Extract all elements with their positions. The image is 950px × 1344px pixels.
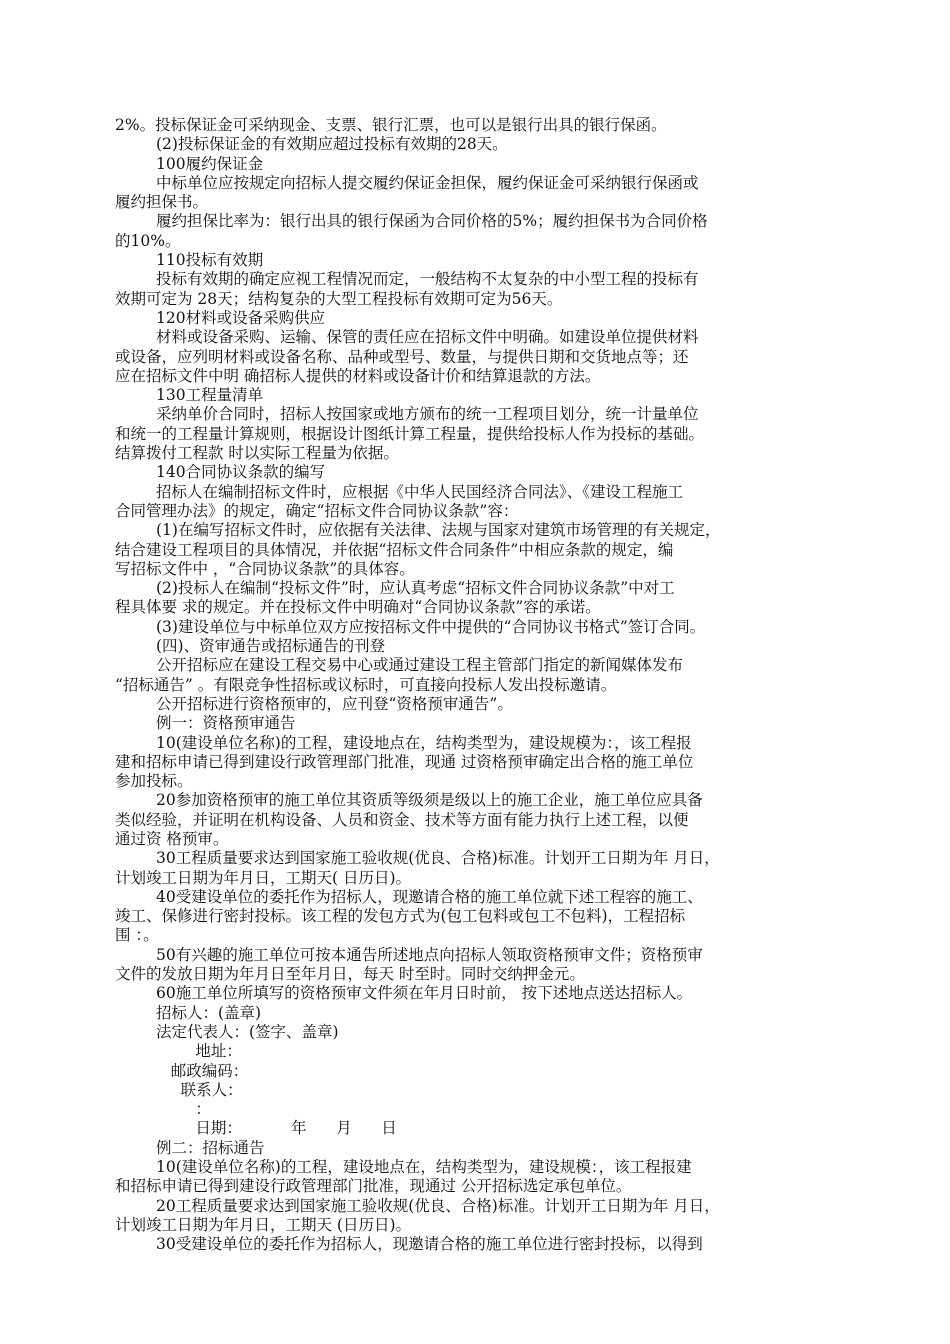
text-line: 采纳单价合同时，招标人按国家或地方颁布的统一工程项目划分，统一计量单位 [156,405,699,424]
text-line: 公开招标应在建设工程交易中心或通过建设工程主管部门指定的新闻媒体发布 [156,656,684,675]
text-line: 围 ：。 [115,926,159,945]
text-line: 联系人： [156,1080,243,1099]
text-line: 地址： [156,1042,242,1061]
text-line: 30工程质量要求达到国家施工验收规(优良、合格)标准。计划开工日期为年 月日， [156,849,720,868]
text-line: 的10%。 [115,231,181,250]
text-line: (2)投标人在编制“投标文件”时，应认真考虑“招标文件合同协议条款”中对工 [156,579,675,598]
text-line: 法定代表人：(签字、盖章) [156,1022,339,1041]
text-line: ： [156,1100,211,1119]
text-line: 中标单位应按规定向招标人提交履约保证金担保，履约保证金可采纳银行保函或 [156,173,699,192]
text-line: 例一：资格预审通告 [156,714,296,733]
text-line: (3)建设单位与中标单位双方应按招标文件中提供的“合同协议书格式”签订合同。 [156,617,706,636]
text-line: 文件的发放日期为年月日至年月日，每天 时至时。同时交纳押金元。 [115,965,585,984]
text-line: 邮政编码： [156,1061,249,1080]
text-line: 或设备，应列明材料或设备名称、品种或型号、数量，与提供日期和交货地点等；还 [115,347,689,366]
text-line: 20工程质量要求达到国家施工验收规(优良、合格)标准。计划开工日期为年 月日， [156,1196,720,1215]
text-line: 2%。投标保证金可采纳现金、支票、银行汇票，也可以是银行出具的银行保函。 [115,116,667,134]
text-line: (四)、资审通告或招标通告的刊登 [156,637,386,656]
text-line: 40受建设单位的委托作为招标人，现邀请合格的施工单位就下述工程容的施工、 [156,887,703,906]
text-line: 效期可定为 28天；结构复杂的大型工程投标有效期可定为56天。 [115,289,563,308]
text-line: 例二：招标通告 [156,1138,265,1157]
text-line: 写招标文件中 ，“合同协议条款”的具体容。 [115,559,415,578]
text-line: 参加投标。 [115,772,193,791]
text-line: 120材料或设备采购供应 [156,308,326,327]
text-line: 材料或设备采购、运输、保管的责任应在招标文件中明确。如建设单位提供材料 [156,328,699,347]
text-line: 招标人：(盖章) [156,1003,262,1022]
text-line: 60施工单位所填写的资格预审文件须在年月日时前， 按下述地点送达招标人。 [156,984,693,1003]
text-line: 计划竣工日期为年月日，工期天( 日历日)。 [115,868,412,887]
text-line: 日期： 年 月 日 [156,1119,397,1138]
text-line: 履约担保书。 [115,193,209,212]
text-line: 50有兴趣的施工单位可按本通告所述地点向招标人领取资格预审文件；资格预审 [156,945,703,964]
text-line: 结合建设工程项目的具体情况，并依据“招标文件合同条件”中相应条款的规定，编 [115,540,674,559]
text-line: (1)在编写招标文件时，应依据有关法律、法规与国家对建筑市场管理的有关规定， [156,521,721,540]
text-line: 和招标申请已得到建设行政管理部门批准，现通过 公开招标选定承包单位。 [115,1177,632,1196]
text-line: 投标有效期的确定应视工程情况而定，一般结构不太复杂的中小型工程的投标有 [156,270,699,289]
text-line: 和统一的工程量计算规则，根据设计图纸计算工程量，提供给投标人作为投标的基础。 [115,424,705,443]
text-line: 合同管理办法》的规定，确定“招标文件合同协议条款”容： [115,501,519,520]
text-line: 100履约保证金 [156,154,264,173]
text-line: 20参加资格预审的施工单位其资质等级须是级以上的施工企业，施工单位应具备 [156,791,703,810]
text-line: 130工程量清单 [156,386,264,405]
text-line: 10(建设单位名称)的工程，建设地点在，结构类型为，建设规模：，该工程报建 [156,1158,692,1177]
text-line: 10(建设单位名称)的工程，建设地点在，结构类型为，建设规模为：，该工程报 [156,733,692,752]
text-line: 建和招标申请已得到建设行政管理部门批准，现通 过资格预审确定出合格的施工单位 [115,752,694,771]
text-line: 110投标有效期 [156,251,264,270]
text-line: 计划竣工日期为年月日，工期天 (日历日)。 [115,1215,412,1234]
text-line: 结算拨付工程款 时以实际工程量为依据。 [115,444,399,463]
text-line: 类似经验，并证明在机构设备、人员和资金、技术等方面有能力执行上述工程，以便 [115,810,689,829]
text-line: 招标人在编制招标文件时，应根据《中华人民国经济合同法》、《建设工程施工 [156,482,684,501]
text-line: 30受建设单位的委托作为招标人，现邀请合格的施工单位进行密封投标，以得到 [156,1235,703,1254]
text-line: “招标通告” 。有限竞争性招标或议标时，可直接向投标人发出投标邀请。 [115,675,617,694]
text-line: 140合同协议条款的编写 [156,463,326,482]
text-line: 应在招标文件中明 确招标人提供的材料或设备计价和结算退款的方法。 [115,366,601,385]
text-line: 履约担保比率为：银行出具的银行保函为合同价格的5%；履约担保书为合同价格 [156,212,708,231]
text-line: 通过资 格预审。 [115,829,229,848]
text-line: (2)投标保证金的有效期应超过投标有效期的28天。 [156,135,508,154]
text-line: 竣工、保修进行密封投标。该工程的发包方式为(包工包料或包工不包料)，工程招标 [115,907,686,926]
text-line: 程具体要 求的规定。并在投标文件中明确对“合同协议条款”容的承诺。 [115,598,601,617]
text-line: 公开招标进行资格预审的，应刊登“资格预审通告”。 [156,694,513,713]
